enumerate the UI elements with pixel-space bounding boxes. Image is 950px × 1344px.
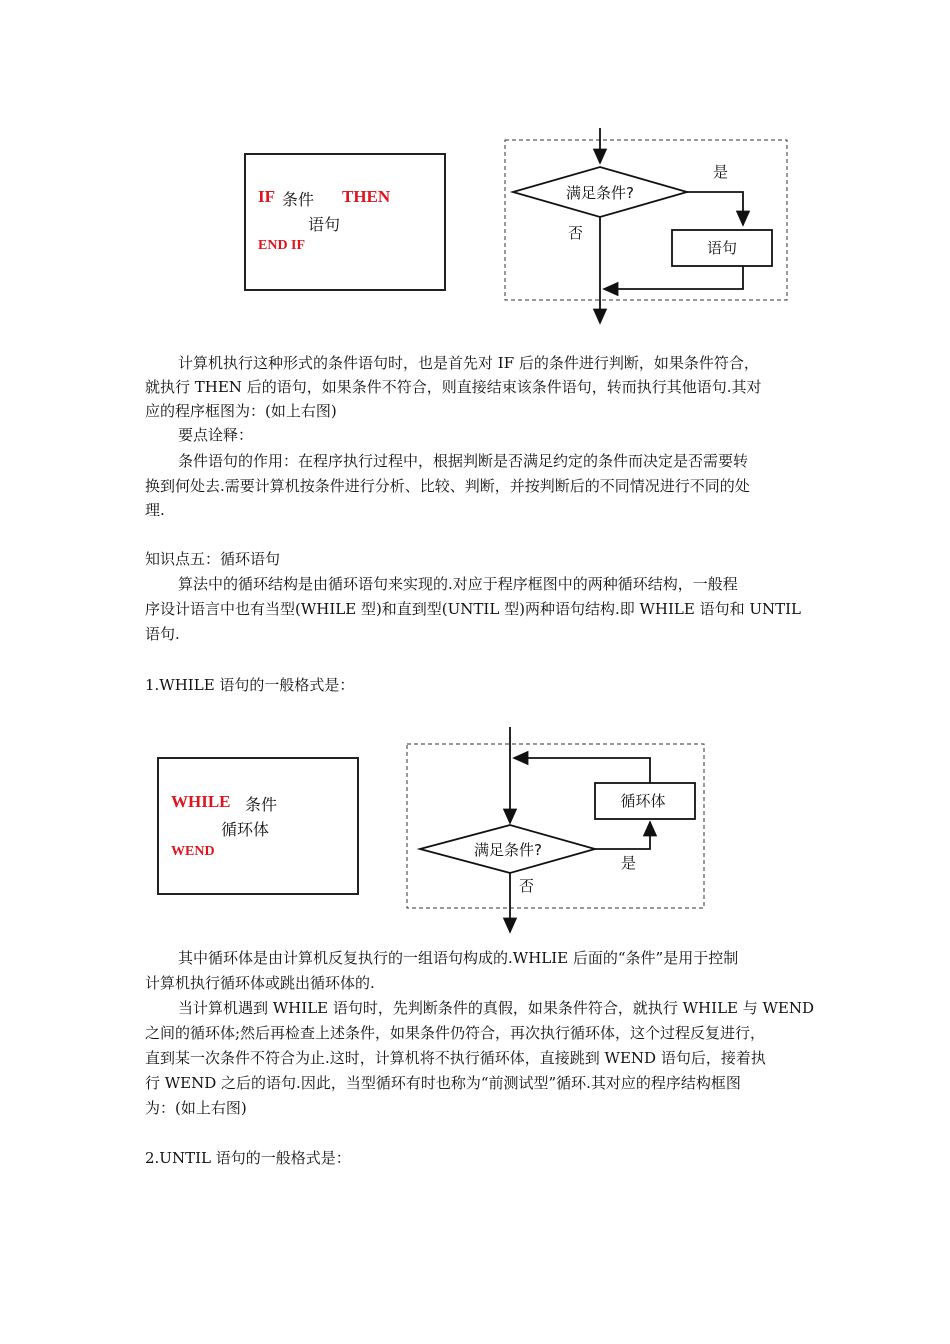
para-if-line-2: 就执行 THEN 后的语句，如果条件不符合，则直接结束该条件语句，转而执行其他语句.其对 (145, 378, 762, 396)
para-if-line-1: 计算机执行这种形式的条件语句时，也是首先对 IF 后的条件进行判断，如果条件符合， (178, 354, 759, 372)
para-while2-line-5: 为：(如上右图) (145, 1099, 247, 1117)
para-while2-line-4: 行 WEND 之后的语句.因此，当型循环有时也称为“前测试型”循环.其对应的程序结构框图 (145, 1074, 741, 1092)
section5-title: 知识点五：循环语句 (145, 550, 281, 568)
key-points-line-2: 换到何处去.需要计算机按条件进行分析、比较、判断，并按判断后的不同情况进行不同的处 (145, 477, 750, 495)
while-keyword: WHILE (171, 792, 231, 811)
if-flow-dashed-frame (505, 140, 787, 300)
if-flowchart (500, 125, 792, 330)
if-flow-yes-label: 是 (713, 163, 729, 181)
wend-keyword: WEND (171, 844, 215, 859)
section5-line-3: 语句. (145, 625, 180, 643)
then-keyword: THEN (342, 187, 391, 206)
para-while2-line-1: 当计算机遇到 WHILE 语句时，先判断条件的真假，如果条件符合，就执行 WHILE 与 WEND (178, 999, 815, 1017)
end-if-keyword: END IF (258, 238, 306, 253)
para-if-line-3: 应的程序框图为：(如上右图) (145, 402, 337, 420)
if-keyword: IF (258, 187, 275, 206)
key-points-line-3: 理. (145, 501, 165, 519)
until-heading: 2.UNTIL 语句的一般格式是： (145, 1149, 351, 1167)
while-flow-yes-arrow (595, 822, 650, 849)
while-flow-dashed-frame (407, 744, 704, 908)
section5-line-1: 算法中的循环结构是由循环语句来实现的.对应于程序框图中的两种循环结构，一般程 (178, 575, 738, 593)
if-flow-statement-label: 语句 (706, 239, 738, 257)
para-while2-line-2: 之间的循环体;然后再检查上述条件，如果条件仍符合，再次执行循环体，这个过程反复进行， (145, 1024, 766, 1042)
if-flow-decision-label: 满足条件? (566, 184, 634, 202)
if-flow-merge-arrow (604, 266, 743, 289)
while-heading: 1.WHILE 语句的一般格式是： (145, 676, 355, 694)
while-flowchart (400, 725, 712, 935)
para-while2-line-3: 直到某一次条件不符合为止.这时，计算机将不执行循环体，直接跳到 WEND 语句后，接着执 (145, 1049, 766, 1067)
while-flow-loopback-arrow (514, 758, 650, 783)
if-flow-no-label: 否 (568, 224, 584, 242)
while-flow-yes-label: 是 (621, 854, 637, 872)
para-while1-line-2: 计算机执行循环体或跳出循环体的. (145, 974, 375, 992)
key-points-line-1: 条件语句的作用：在程序执行过程中，根据判断是否满足约定的条件而决定是否需要转 (178, 452, 749, 470)
while-flow-no-label: 否 (519, 877, 535, 895)
key-points-title: 要点诠释： (178, 426, 254, 444)
if-flow-yes-arrow (687, 192, 743, 225)
if-condition: 条件 (282, 190, 315, 209)
while-flow-body-label: 循环体 (620, 792, 666, 810)
while-flow-decision-label: 满足条件? (474, 841, 542, 859)
para-while1-line-1: 其中循环体是由计算机反复执行的一组语句构成的.WHLIE 后面的“条件”是用于控制 (178, 949, 739, 967)
if-code-box (244, 153, 446, 291)
if-statement: 语句 (308, 215, 341, 234)
section5-line-2: 序设计语言中也有当型(WHILE 型)和直到型(UNTIL 型)两种语句结构.即 WHILE 语句和 UNTIL (145, 600, 802, 618)
while-condition: 条件 (245, 795, 278, 814)
while-body: 循环体 (221, 820, 270, 839)
while-code-box (157, 757, 359, 895)
